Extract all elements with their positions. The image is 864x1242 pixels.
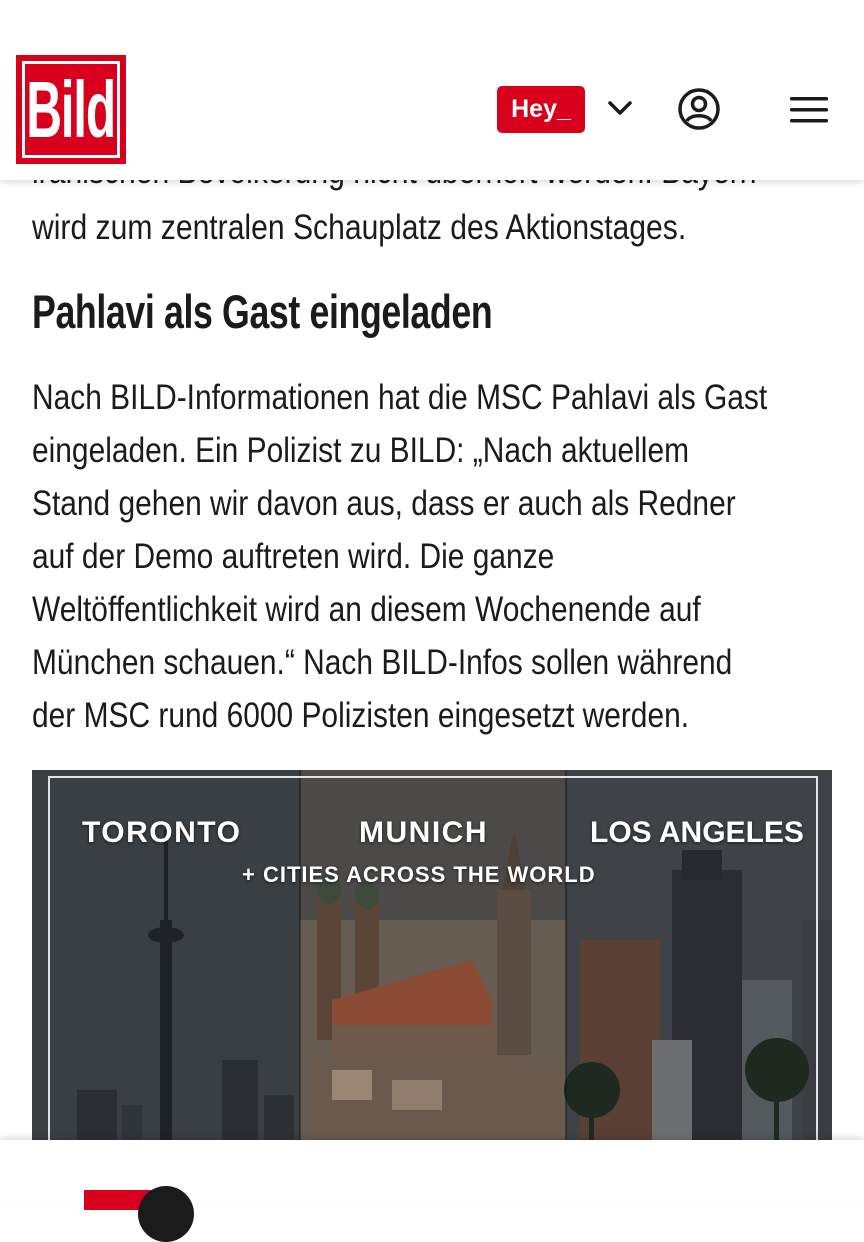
- paragraph-line: eingeladen. Ein Polizist zu BILD: „Nach aktuellem: [32, 431, 690, 470]
- account-icon[interactable]: [677, 87, 721, 131]
- article-image[interactable]: [32, 770, 832, 1145]
- paragraph-line: Stand gehen wir davon aus, dass er auch als Redner: [32, 484, 736, 523]
- paragraph-line: München schauen.“ Nach BILD-Infos sollen während: [32, 643, 733, 682]
- city-label-los-angeles: LOS ANGELES: [590, 816, 804, 849]
- hey-button[interactable]: Hey_: [497, 86, 585, 133]
- menu-icon[interactable]: [790, 95, 828, 125]
- paragraph-line: auf der Demo auftreten wird. Die ganze: [32, 537, 555, 576]
- paragraph-line: der MSC rund 6000 Polizisten eingesetzt werden.: [32, 696, 690, 735]
- paragraph-line: Weltöffentlichkeit wird an diesem Wochenende auf: [32, 590, 701, 629]
- site-header: [0, 0, 864, 180]
- article-paragraph: [32, 371, 853, 742]
- section-heading: Pahlavi als Gast eingeladen: [32, 285, 493, 338]
- image-subtitle: + CITIES ACROSS THE WORLD: [242, 862, 596, 887]
- chevron-down-icon[interactable]: [606, 97, 634, 119]
- logo-frame: [22, 61, 120, 158]
- bild-logo[interactable]: [16, 55, 126, 164]
- city-label-toronto: TORONTO: [82, 816, 242, 849]
- avatar[interactable]: [138, 1186, 194, 1242]
- logo-text: Bild: [26, 64, 116, 154]
- paragraph-line: wird zum zentralen Schauplatz des Aktionstages.: [32, 208, 687, 247]
- paragraph-line: Nach BILD-Informationen hat die MSC Pahlavi als Gast: [32, 378, 768, 417]
- city-label-munich: MUNICH: [359, 816, 488, 849]
- bottom-bar: [0, 1140, 864, 1200]
